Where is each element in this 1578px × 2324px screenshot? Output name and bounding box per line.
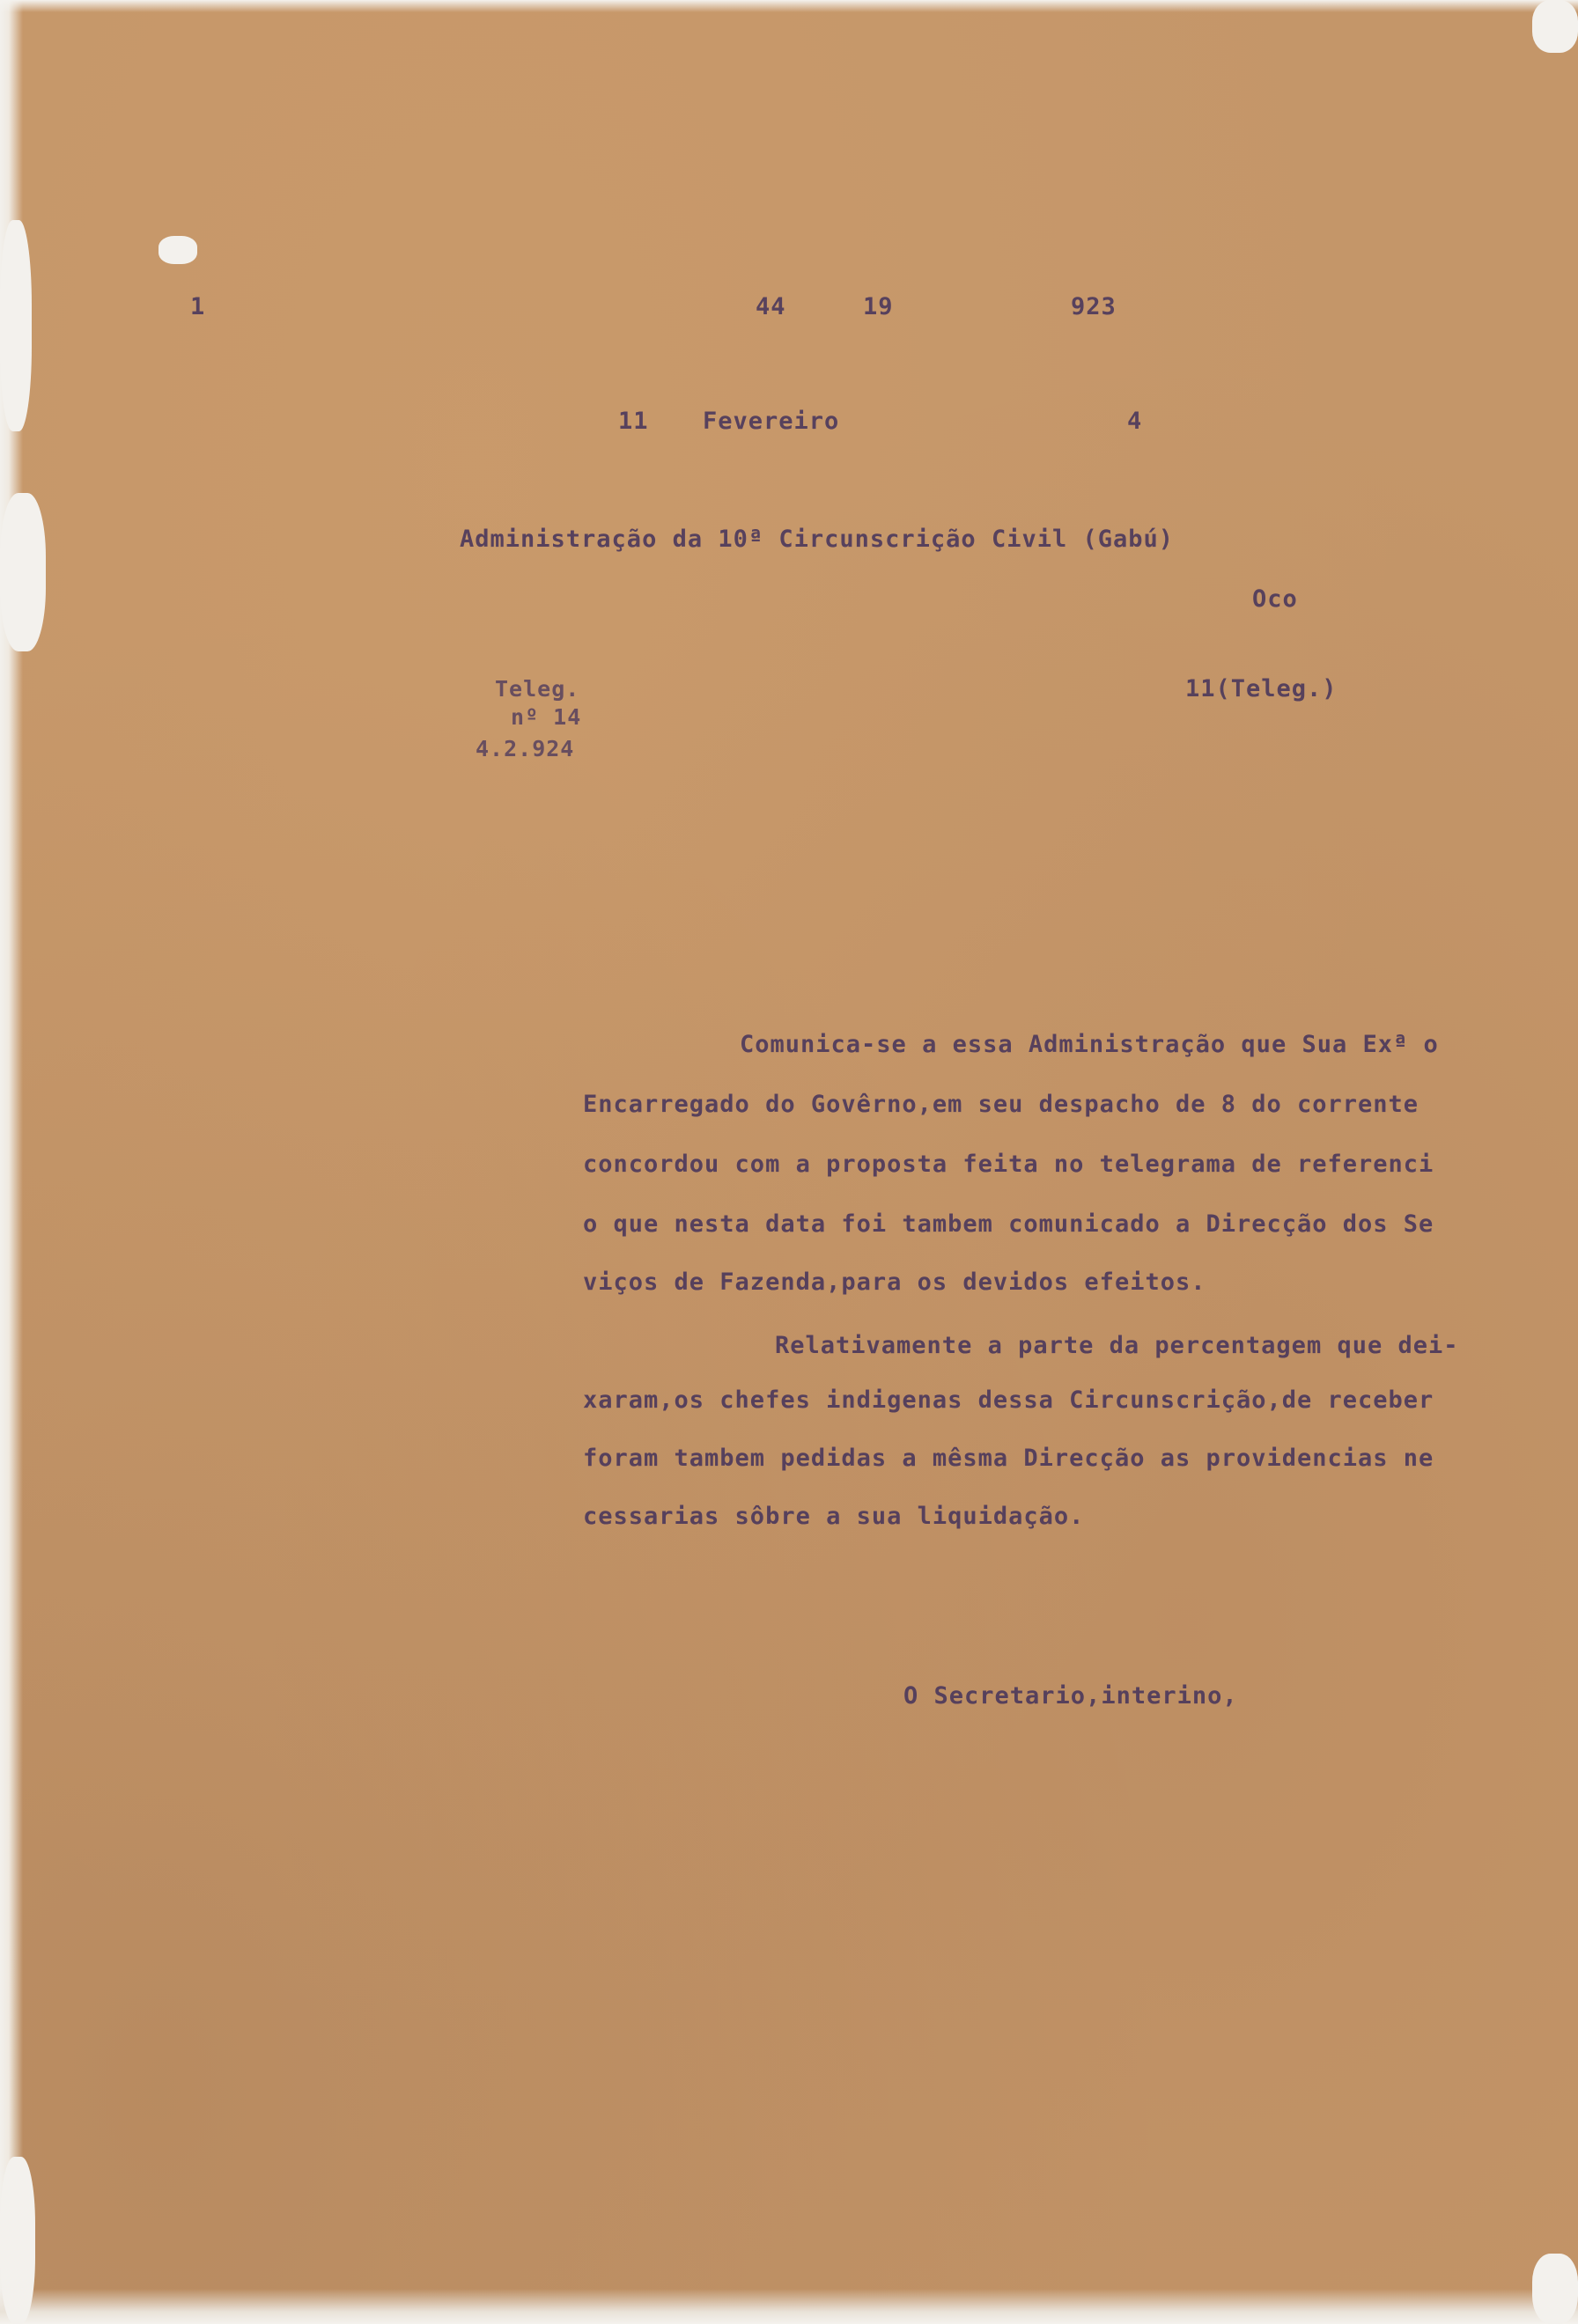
body-line: o que nesta data foi tambem comunicado a Direcção dos Se	[583, 1210, 1434, 1238]
reference-year: 923	[1071, 293, 1117, 320]
body-line: xaram,os chefes indigenas dessa Circunscrição,de receber	[583, 1386, 1434, 1414]
paper-tear	[1532, 0, 1578, 53]
signature-title: O Secretario,interino,	[903, 1682, 1238, 1710]
date-month: Fevereiro	[703, 408, 840, 435]
paper-top-edge	[0, 0, 1578, 12]
date-count: 4	[1127, 408, 1143, 435]
body-line: Encarregado do Govêrno,em seu despacho de 8 do corrente	[583, 1091, 1419, 1118]
paper-tear	[159, 236, 197, 264]
office-code: Oco	[1252, 585, 1298, 613]
reference-number-b: 19	[863, 293, 894, 320]
paper-tear	[0, 220, 32, 431]
body-line: concordou com a proposta feita no telegrama de referenci	[583, 1151, 1434, 1178]
reference-right: 11(Teleg.)	[1185, 675, 1338, 702]
paper-tear	[0, 2157, 35, 2324]
paper-tear	[1532, 2254, 1578, 2324]
date-day: 11	[618, 408, 649, 435]
body-line: Relativamente a parte da percentagem que dei-	[775, 1332, 1459, 1359]
body-line: Comunica-se a essa Administração que Sua Exª o	[740, 1031, 1439, 1058]
addressee-line: Administração da 10ª Circunscrição Civil (Gabú)	[460, 526, 1175, 553]
body-line: viços de Fazenda,para os devidos efeitos.	[583, 1269, 1206, 1296]
reference-number-a: 44	[756, 293, 786, 320]
reference-telegram-date: 4.2.924	[476, 736, 575, 761]
paper-bottom-edge	[0, 2289, 1578, 2324]
body-line: cessarias sôbre a sua liquidação.	[583, 1503, 1085, 1530]
paper-tear	[0, 493, 46, 651]
body-line: foram tambem pedidas a mêsma Direcção as providencias ne	[583, 1445, 1434, 1472]
page-number: 1	[190, 293, 206, 320]
reference-telegram-number: nº 14	[511, 704, 582, 730]
reference-type: Teleg.	[495, 676, 580, 702]
